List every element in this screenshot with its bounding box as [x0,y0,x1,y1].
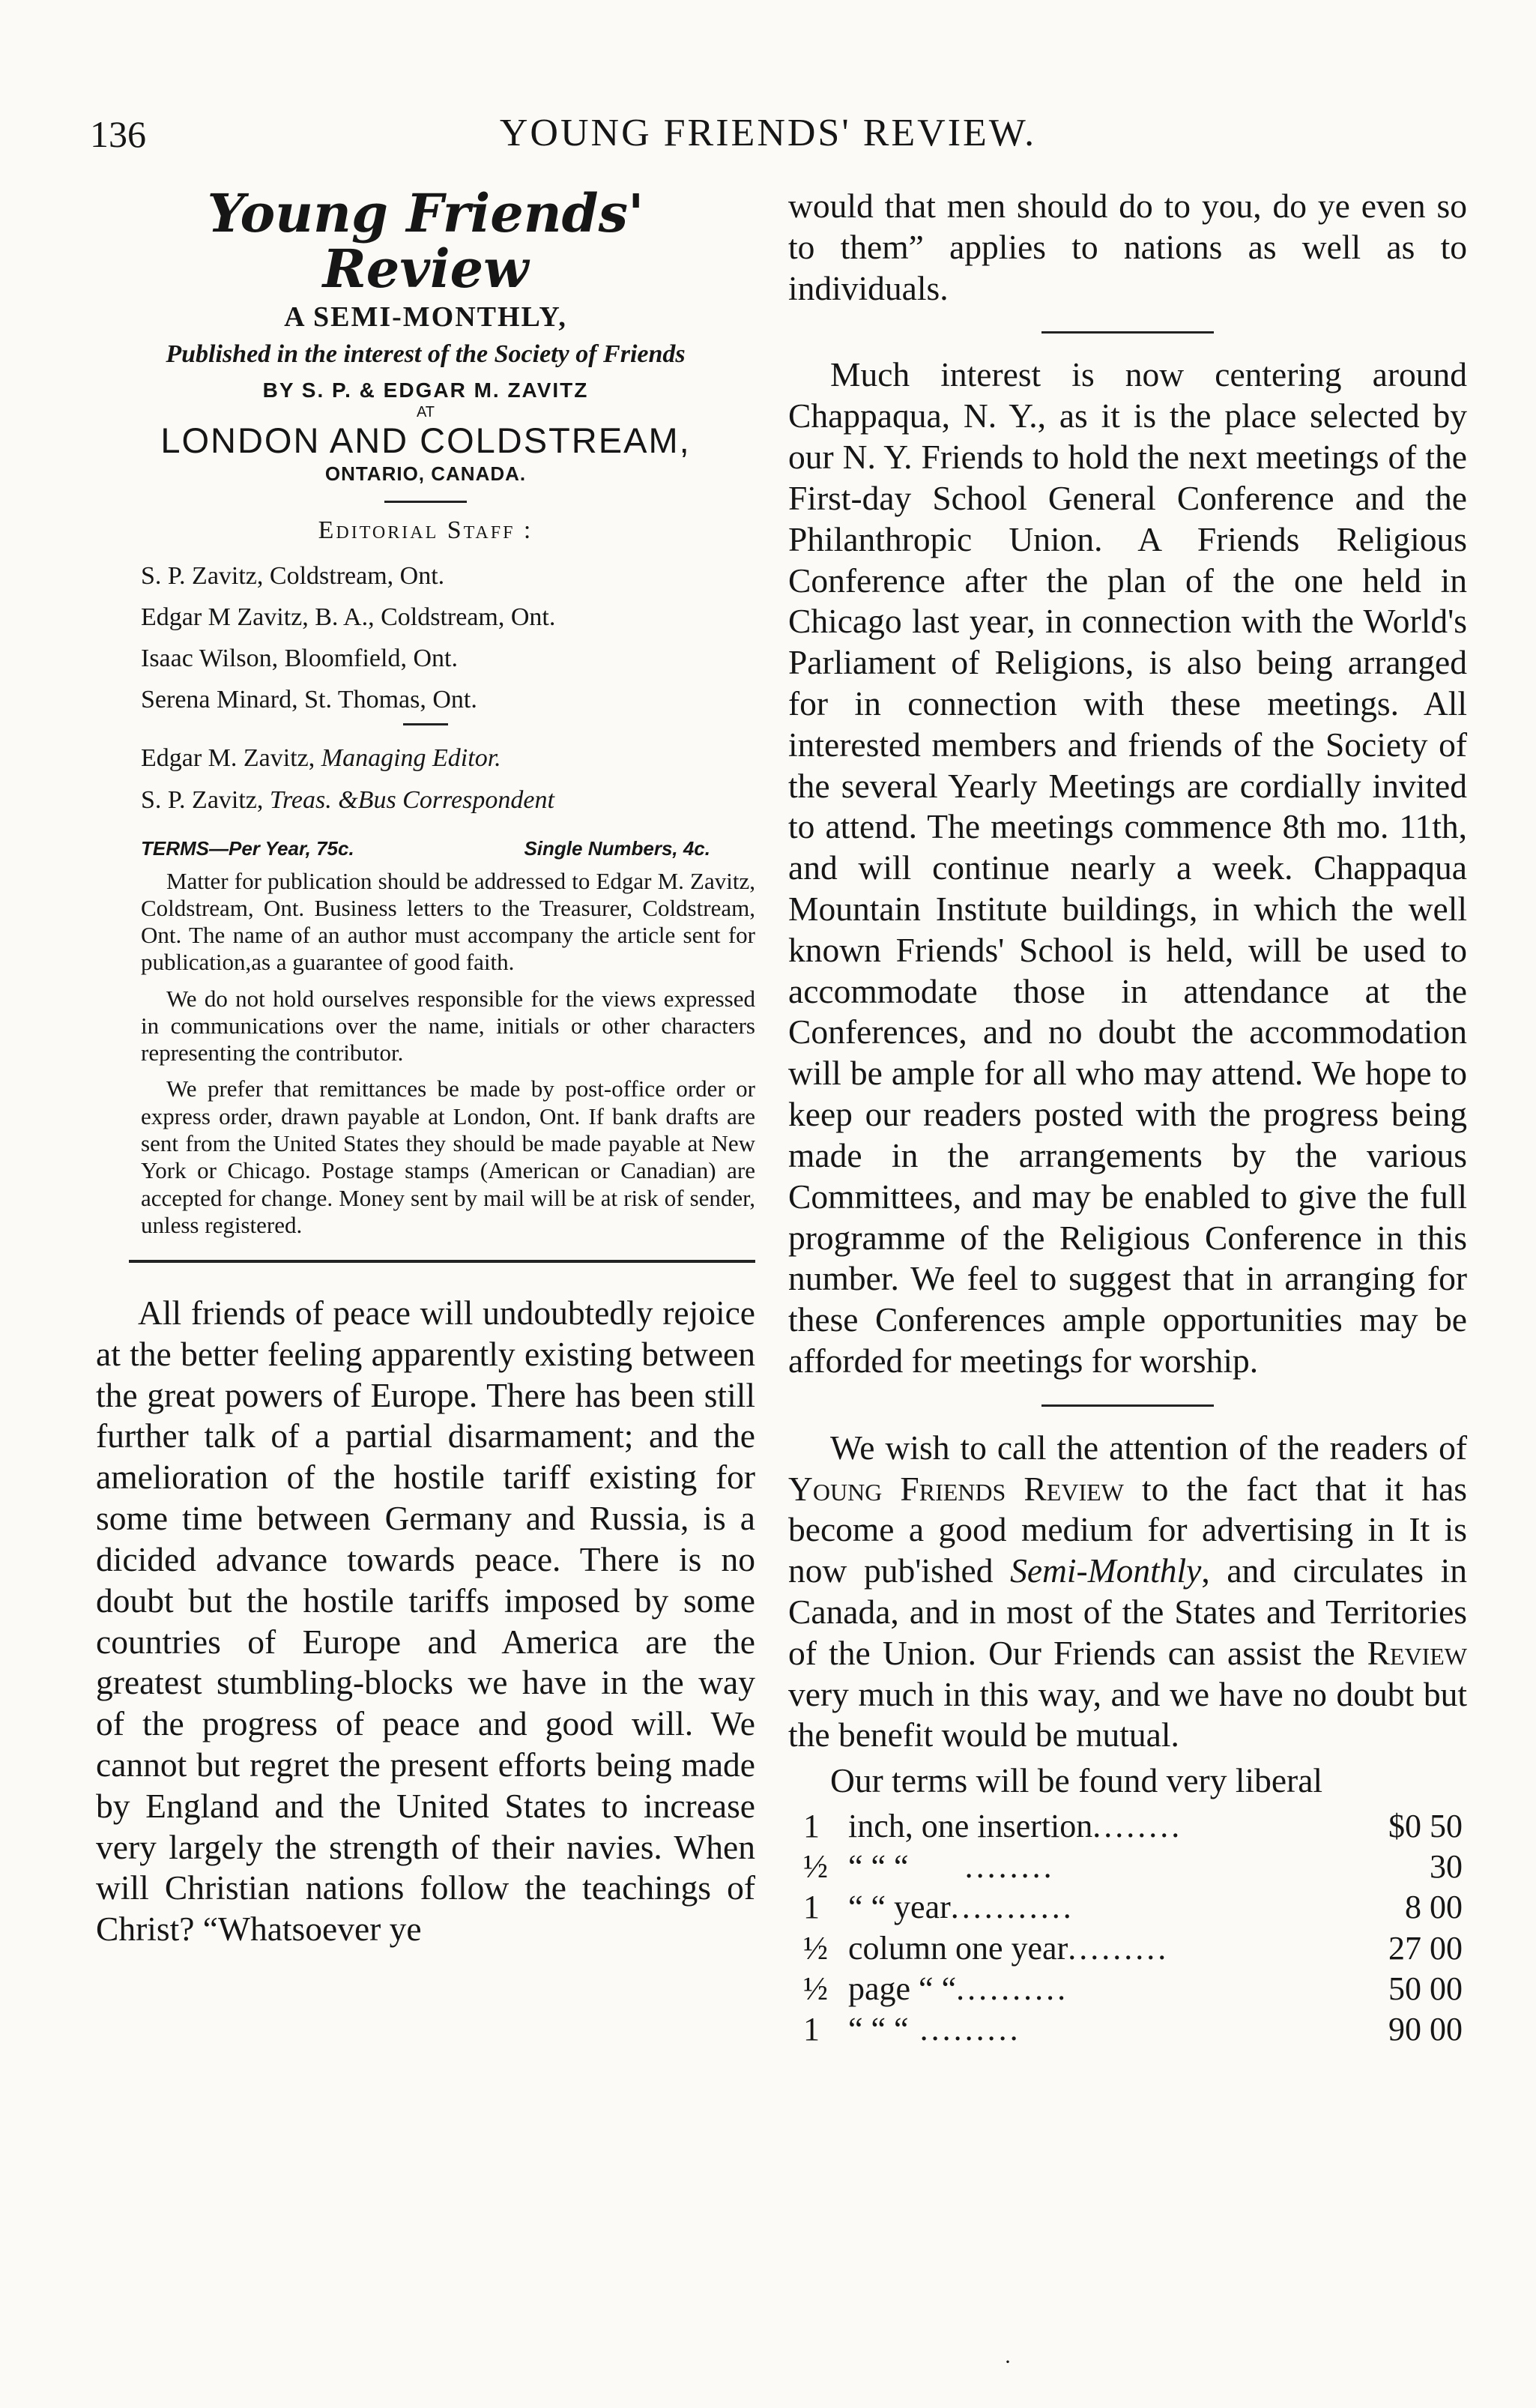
rate-qty: ½ [803,1848,828,1886]
table-row [803,1847,1463,1887]
table-row [803,2009,1463,2050]
advertising-article [788,1428,1467,1802]
short-rule [403,723,448,725]
masthead-place: LONDON AND COLDSTREAM, [160,420,691,461]
article-paragraph: would that men should do to you, do ye even so to them” applies to nations as well as to individuals. [788,187,1467,307]
masthead-province: ONTARIO, CANADA. [324,462,527,486]
managing-editor [141,737,755,820]
staff-item: Serena Minard, St. Thomas, Ont. [141,686,477,714]
rate-desc: inch, one insertion........ [848,1808,1183,1845]
staff-heading: Editorial Staff : [318,516,533,545]
running-head: YOUNG FRIENDS' REVIEW. [499,112,1037,154]
table-row [803,1969,1463,2009]
rate-desc-text: inch, one insertion [848,1808,1093,1845]
rate-qty: ½ [803,1970,828,2007]
article-paragraph [788,1428,1467,1757]
text-run: very much in this way, and we have no doubt but the benefit would be mutual. [788,1674,1467,1754]
staff-list [141,555,755,720]
staff-item: Isaac Wilson, Bloomfield, Ont. [141,645,458,673]
table-row [803,1887,1463,1928]
treasurer-role: Treas. &Bus Correspondent [269,785,554,814]
article-paragraph: Much interest is now centering around Chappaqua, N. Y., as it is the place selected by our N. Y. Friends to hold the next meetings of the First-day School General Conference and the Philanthropic Union. A Friends Religious Conference after the plan of the one held in Chicago last year, in connection with the World's Parliament of Religions, is also being arranged for in connection with these meetings. All interested members and friends of the Society of the several Yearly Meetings are cordially invited to attend. The meetings commence 8th mo. 11th, and will continue nearly a week. Chappaqua Mountain Institute buildings, in which the well known Friends' School is held, will be used to accommodate those in attendance at the Conferences, and no doubt the accommodation will be ample for all who may attend. We hope to keep our readers posted with the progress being made in the arrangements by the various Committees, and may be enabled to give the full programme of the Religious Conference in this number. We feel to suggest that in arranging for these Conferences ample opportunities may be afforded for meetings for worship. [788,355,1467,1380]
terms-line [141,837,710,860]
rate-desc: column one year......... [848,1929,1170,1967]
rate-desc-text: column one year [848,1929,1068,1967]
rate-desc-text: “ “ “ [848,2011,909,2048]
notice-paragraph: We do not hold ourselves responsible for the views expressed in communications over the name, initials or other characters representing the contributor. [141,985,755,1066]
rate-price: 50 00 [1388,1970,1463,2007]
rates-table [803,1806,1463,2050]
page-mark: · [1004,2350,1012,2374]
masthead-subtitle: A SEMI-MONTHLY, [284,301,567,333]
right-column [788,186,1467,2050]
notice-paragraph: We prefer that remittances be made by post-office order or express order, drawn payable at London, Ont. If bank drafts are sent from the United States they should be made payable at New York or Chicago. Postage stamps (American or Canadian) are accepted for change. Money sent by mail will be at risk of sender, unless registered. [141,1075,755,1238]
masthead-by: BY S. P. & EDGAR M. ZAVITZ [262,378,589,402]
notice-paragraph: Matter for publication should be addressed to Edgar M. Zavitz, Coldstream, Ont. Business letters to the Treasurer, Coldstream, Ont. The name of an author must accompany the article sent for publication,as a guarantee of good faith. [141,867,755,976]
rate-desc: “ “ “ ......... [848,2011,1021,2048]
publication-name: Young Friends Review [788,1469,1124,1508]
article-paragraph: All friends of peace will undoubtedly rejoice at the better feeling apparently existing between the great powers of Europe. There has been still further talk of a partial disarmament; and the amelioration of the hostile tariff existing for some time between Germany and Russia, is a dicided advance towards peace. There is no doubt but the hostile tariffs imposed by some countries of Europe and America are the greatest stumbling-blocks we have in the way of the progress of peace and good will. We cannot but regret the present efforts being made by England and the United States to increase very largely the strength of their navies. When will Christian nations follow the teachings of Christ? “Whatsoever ye [96,1294,755,1949]
rate-price: 30 [1430,1848,1463,1886]
text-run: We wish to call the attention of the readers of [830,1428,1467,1467]
staff-item: S. P. Zavitz, Coldstream, Ont. [141,562,445,591]
section-rule [129,1260,755,1263]
rate-desc-text: “ “ year [848,1889,951,1926]
rate-desc: “ “ “ ........ [848,1848,1055,1886]
rate-qty: 1 [803,1889,820,1926]
notices [141,868,755,1239]
managing-role: Managing Editor. [321,744,501,773]
managing-name: Edgar M. Zavitz, [141,744,315,773]
page-number: 136 [90,113,146,155]
chappaqua-article [788,354,1467,1381]
rate-desc-text: page “ “ [848,1970,957,2007]
rate-price: 27 00 [1388,1929,1463,1967]
masthead-title: Young Friends' Review [207,182,644,300]
treasurer-name: S. P. Zavitz, [141,785,264,814]
rate-price: $0 50 [1388,1808,1463,1845]
rate-qty: ½ [803,1929,828,1967]
semi-monthly-italic: Semi-Monthly [1010,1551,1202,1590]
left-article [96,1293,755,1950]
table-row [803,1928,1463,1969]
review-name: Review [1367,1633,1467,1672]
terms-year: TERMS—Per Year, 75c. [141,836,354,860]
left-column [96,182,755,1973]
right-continuation [788,186,1467,309]
rate-price: 90 00 [1388,2011,1463,2048]
staff-item: Edgar M Zavitz, B. A., Coldstream, Ont. [141,603,556,632]
rates-intro: Our terms will be found very liberal [830,1761,1323,1800]
masthead-published: Published in the interest of the Society of Friends [166,340,686,368]
rate-price: 8 00 [1405,1889,1463,1926]
text-run: , and circulates in Canada, and in most of the States and Territories of the Union. Our Friends can assist the [788,1551,1467,1672]
table-row [803,1806,1463,1847]
rate-desc-text: “ “ “ [848,1848,909,1886]
text-run: to the fact that it has become a good medium for advertising in It is now pub'ished [788,1469,1468,1590]
section-rule [1041,331,1214,334]
rate-desc: “ “ year........... [848,1889,1074,1926]
masthead-at: AT [416,404,435,421]
rate-qty: 1 [803,1808,820,1845]
terms-single: Single Numbers, 4c. [524,836,710,860]
short-rule [384,501,467,503]
section-rule [1041,1404,1214,1407]
rate-qty: 1 [803,2011,820,2048]
rate-desc: page “ “.......... [848,1970,1069,2007]
